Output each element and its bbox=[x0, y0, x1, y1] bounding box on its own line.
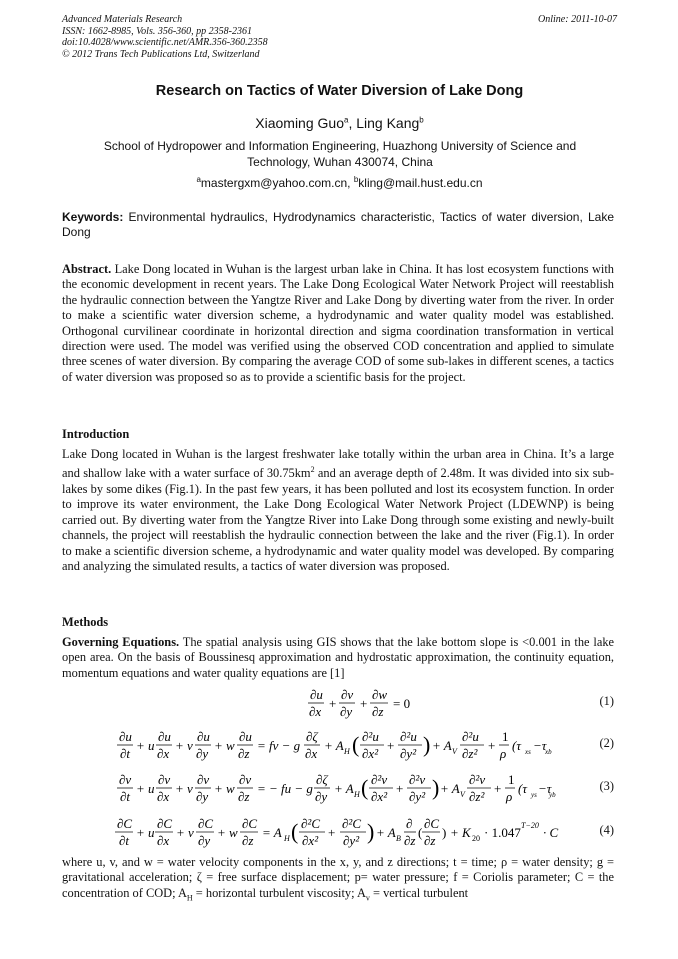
svg-text:∂v: ∂v bbox=[197, 772, 210, 787]
svg-text:+ K: + K bbox=[450, 825, 471, 840]
affiliation bbox=[80, 138, 600, 170]
svg-text:= − fu − g: = − fu − g bbox=[257, 781, 313, 796]
svg-text:∂y²: ∂y² bbox=[343, 833, 360, 848]
email-sup: a bbox=[196, 175, 201, 184]
copyright-line: © 2012 Trans Tech Publications Ltd, Switzerland bbox=[62, 48, 260, 60]
equation-1 bbox=[62, 686, 614, 718]
svg-text:∂²v: ∂²v bbox=[469, 772, 486, 787]
svg-text:∂u: ∂u bbox=[197, 729, 210, 744]
svg-text:H: H bbox=[284, 834, 290, 843]
introduction-paragraph bbox=[62, 447, 614, 574]
intro-text-a: Lake Dong located in Wuhan is the largest freshwater lake totally within the urban area in China. It’s a large and shallow lake with a water surface of 30.75km bbox=[62, 447, 614, 481]
equation-number: (1) bbox=[599, 694, 614, 708]
where-paragraph bbox=[62, 855, 614, 906]
svg-text:∂x: ∂x bbox=[157, 789, 170, 804]
methods-paragraph bbox=[62, 635, 614, 681]
svg-text:∂y: ∂y bbox=[340, 704, 353, 719]
svg-text:T−20: T−20 bbox=[521, 821, 539, 830]
svg-text:∂t: ∂t bbox=[120, 746, 131, 761]
svg-text:yb: yb bbox=[549, 791, 556, 799]
svg-text:∂w: ∂w bbox=[372, 687, 388, 702]
svg-text:∂v: ∂v bbox=[158, 772, 171, 787]
svg-text:H: H bbox=[344, 747, 350, 756]
svg-text:∂v: ∂v bbox=[119, 772, 132, 787]
svg-text:20: 20 bbox=[472, 834, 480, 843]
equation-3-graphic bbox=[62, 771, 556, 807]
svg-text:∂x: ∂x bbox=[309, 704, 322, 719]
svg-text:+ w: + w bbox=[214, 738, 235, 753]
svg-text:1: 1 bbox=[508, 772, 515, 787]
svg-text:∂C: ∂C bbox=[424, 816, 440, 831]
svg-text:): ) bbox=[367, 819, 375, 844]
svg-text:+ A: + A bbox=[376, 825, 396, 840]
where-text: = vertical turbulent bbox=[369, 885, 469, 900]
svg-text:+ u: + u bbox=[136, 825, 155, 840]
author-sup: b bbox=[419, 115, 424, 125]
abstract-text: Lake Dong located in Wuhan is the largest urban lake in China. It has lost ecosystem functions with the economic development in recent years. The Lake Dong Ecological Water Network Project will reestablish the hydraulic connection between the Yangtze River and Lake Dong by diverting water from the river. In order to make a scientific water diversion scheme, a hydrodynamic and water quality model was established. Orthogonal curvilinear coordinate in horizontal direction and sigma coordination transformation in vertical direction were used. The model was verified using the observed COD concentration and applied to simulate three scenes of water diversion. By comparing the average COD of some sub-lakes in different scenes, a tactics of water diversion was proposed so as to provide a scientific basis for the project. bbox=[62, 262, 614, 384]
svg-text:+: + bbox=[360, 696, 368, 711]
svg-text:+ u: + u bbox=[136, 781, 155, 796]
svg-text:∂t: ∂t bbox=[120, 789, 131, 804]
journal-name: Advanced Materials Research bbox=[62, 14, 183, 25]
email-address[interactable]: kling@mail.hust.edu.cn bbox=[358, 176, 483, 190]
svg-text:∂x: ∂x bbox=[305, 746, 318, 761]
methods-text: The spatial analysis using GIS shows that the lake bottom slope is <0.001 in the lake open area. On the basis of Boussinesq approximation and hydrostatic approximation, the continuity equation, momentum equations and water quality equations are [1] bbox=[62, 635, 615, 680]
svg-text:= A: = A bbox=[262, 825, 282, 840]
equation-number: (3) bbox=[599, 779, 614, 793]
svg-text:∂v: ∂v bbox=[341, 687, 354, 702]
svg-text:∂y²: ∂y² bbox=[409, 789, 426, 804]
svg-text:∂²u: ∂²u bbox=[462, 729, 479, 744]
svg-text:+ A: + A bbox=[432, 738, 452, 753]
svg-text:(: ( bbox=[361, 775, 369, 800]
svg-text:∂u: ∂u bbox=[239, 729, 252, 744]
equation-2-graphic bbox=[62, 728, 552, 764]
svg-text:= fv − g: = fv − g bbox=[257, 738, 301, 753]
svg-text:ρ: ρ bbox=[506, 789, 513, 804]
section-heading-methods: Methods bbox=[62, 615, 109, 629]
svg-text:+ A: + A bbox=[324, 738, 344, 753]
svg-text:+ w: + w bbox=[217, 825, 238, 840]
intro-sup: 2 bbox=[310, 465, 315, 475]
svg-text:∂z: ∂z bbox=[404, 833, 416, 848]
subscript: H bbox=[186, 893, 193, 903]
governing-equations-label: Governing Equations. bbox=[62, 635, 180, 649]
svg-text:∂x: ∂x bbox=[157, 833, 170, 848]
svg-text:−τ: −τ bbox=[533, 738, 547, 753]
svg-text:∂C: ∂C bbox=[117, 816, 133, 831]
svg-text:xs: xs bbox=[525, 748, 531, 756]
svg-text:∂z: ∂z bbox=[424, 833, 436, 848]
svg-text:· 1.047: · 1.047 bbox=[484, 825, 521, 840]
abstract bbox=[62, 262, 614, 385]
keywords-text: Environmental hydraulics, Hydrodynamics characteristic, Tactics of water diversion, Lake Dong bbox=[62, 210, 614, 239]
svg-text:∂z: ∂z bbox=[238, 789, 250, 804]
svg-text:+: + bbox=[494, 781, 502, 796]
svg-text:+ v: + v bbox=[176, 825, 194, 840]
section-heading-introduction: Introduction bbox=[62, 427, 130, 441]
email-list: $^a$mastergxm@yahoo.com.cn, $^b$kling@mail.hust.edu.cn bbox=[196, 175, 483, 190]
svg-text:∂t: ∂t bbox=[119, 833, 130, 848]
abstract-label: Abstract. bbox=[62, 262, 112, 276]
svg-text:∂y: ∂y bbox=[198, 833, 211, 848]
affiliation-line: School of Hydropower and Information Engineering, Huazhong University of Science and bbox=[103, 139, 577, 153]
svg-text:+ w: + w bbox=[214, 781, 235, 796]
intro-text-b: and an average depth of 2.48m. It was divided into six sub-lakes by some dikes (Fig.1). In the past few years, it has been polluted and lost its ecosystem function. In order to improve its water environment, the Lake Dong Ecological Water Network Project (LDEWNP) is being carried out. By diverting water from the Yangtze River into Lake Dong through some existing and newly-built channels, the project will reestablish the hydraulic connection between the lake and the river (Fig.1). In order to make a scientific diversion scheme, a hydrodynamic and water quality model was developed. By comparing and analyzing the simulated results, a tactics of water diversion was proposed. bbox=[62, 466, 615, 573]
svg-text:+: + bbox=[328, 825, 336, 840]
author-name: Xiaoming Guo bbox=[255, 115, 344, 131]
svg-text:∂z: ∂z bbox=[242, 833, 254, 848]
svg-text:): ) bbox=[423, 732, 431, 757]
svg-text:+: + bbox=[329, 696, 337, 711]
keywords-label: Keywords: bbox=[62, 210, 124, 224]
equation-4 bbox=[62, 815, 614, 847]
svg-text:(: ( bbox=[352, 732, 360, 757]
email-address[interactable]: mastergxm@yahoo.com.cn bbox=[200, 176, 348, 190]
svg-text:+: + bbox=[396, 781, 404, 796]
author-sup: a bbox=[343, 115, 349, 125]
svg-text:(: ( bbox=[418, 825, 423, 840]
issn-line: ISSN: 1662-8985, Vols. 356-360, pp 2358-2361 bbox=[62, 25, 252, 37]
svg-text:∂C: ∂C bbox=[198, 816, 214, 831]
svg-text:∂C: ∂C bbox=[242, 816, 258, 831]
svg-text:∂ζ: ∂ζ bbox=[316, 772, 328, 787]
equation-number: (4) bbox=[599, 823, 614, 837]
svg-text:+ A: + A bbox=[440, 781, 460, 796]
svg-text:∂z²: ∂z² bbox=[462, 746, 478, 761]
svg-text:∂ζ: ∂ζ bbox=[306, 729, 318, 744]
svg-text:∂C: ∂C bbox=[157, 816, 173, 831]
svg-text:+: + bbox=[488, 738, 496, 753]
subscript: v bbox=[365, 893, 370, 903]
svg-text:): ) bbox=[442, 825, 447, 840]
equation-2 bbox=[62, 728, 614, 760]
svg-text:∂y: ∂y bbox=[315, 789, 328, 804]
svg-text:+ A: + A bbox=[334, 781, 354, 796]
where-text: where u, v, and w = water velocity components in the x, y, and z directions; t = time; ρ = water density; g = gravitational acceleration; ζ = free surface displacement; p= water pressure; f = Coriolis parameter; C = the concentration of COD; A bbox=[62, 855, 614, 900]
svg-text:∂y: ∂y bbox=[196, 746, 209, 761]
svg-text:H: H bbox=[354, 790, 360, 799]
svg-text:∂x²: ∂x² bbox=[362, 746, 379, 761]
svg-text:(: ( bbox=[291, 819, 299, 844]
svg-text:∂²u: ∂²u bbox=[400, 729, 417, 744]
equation-1-graphic bbox=[62, 686, 542, 720]
author-list: Xiaoming Guo$^a$, Ling Kang$^b$ bbox=[255, 115, 424, 131]
svg-text:ρ: ρ bbox=[500, 746, 507, 761]
svg-text:+: + bbox=[387, 738, 395, 753]
svg-text:): ) bbox=[432, 775, 440, 800]
svg-text:1: 1 bbox=[502, 729, 509, 744]
svg-text:∂z²: ∂z² bbox=[469, 789, 485, 804]
svg-text:∂x²: ∂x² bbox=[371, 789, 388, 804]
svg-text:∂²C: ∂²C bbox=[342, 816, 361, 831]
svg-text:∂x²: ∂x² bbox=[302, 833, 319, 848]
svg-text:ys: ys bbox=[531, 791, 537, 799]
svg-text:∂y²: ∂y² bbox=[400, 746, 417, 761]
svg-text:∂²v: ∂²v bbox=[409, 772, 426, 787]
svg-text:∂y: ∂y bbox=[196, 789, 209, 804]
author-name: Ling Kang bbox=[356, 115, 420, 131]
svg-text:∂x: ∂x bbox=[157, 746, 170, 761]
svg-text:∂z: ∂z bbox=[238, 746, 250, 761]
online-date: Online: 2011-10-07 bbox=[538, 14, 617, 25]
svg-text:B: B bbox=[396, 834, 401, 843]
email-sup: b bbox=[353, 175, 359, 184]
svg-text:−τ: −τ bbox=[538, 781, 552, 796]
svg-text:∂²v: ∂²v bbox=[371, 772, 388, 787]
svg-text:xb: xb bbox=[545, 748, 552, 756]
equation-3 bbox=[62, 771, 614, 803]
publication-header bbox=[62, 14, 617, 60]
paper-title: Research on Tactics of Water Diversion of Lake Dong bbox=[155, 83, 524, 99]
svg-text:+ v: + v bbox=[175, 781, 193, 796]
svg-text:∂: ∂ bbox=[406, 816, 413, 831]
svg-text:V: V bbox=[452, 747, 457, 756]
where-text: = horizontal turbulent viscosity; A bbox=[192, 885, 366, 900]
svg-text:∂²u: ∂²u bbox=[362, 729, 379, 744]
svg-text:· C: · C bbox=[543, 825, 559, 840]
svg-text:+ u: + u bbox=[136, 738, 155, 753]
svg-text:(τ: (τ bbox=[518, 781, 527, 796]
equation-number: (2) bbox=[599, 736, 614, 750]
svg-text:∂v: ∂v bbox=[239, 772, 252, 787]
equation-4-graphic bbox=[62, 815, 559, 851]
svg-text:∂u: ∂u bbox=[119, 729, 132, 744]
svg-text:+ v: + v bbox=[175, 738, 193, 753]
doi-line: doi:10.4028/www.scientific.net/AMR.356-360.2358 bbox=[62, 37, 268, 48]
svg-text:∂²C: ∂²C bbox=[301, 816, 320, 831]
svg-text:∂u: ∂u bbox=[158, 729, 171, 744]
svg-text:(τ: (τ bbox=[512, 738, 521, 753]
svg-text:∂z: ∂z bbox=[372, 704, 384, 719]
svg-text:V: V bbox=[460, 790, 465, 799]
keywords-block bbox=[62, 210, 614, 240]
svg-text:∂u: ∂u bbox=[310, 687, 323, 702]
affiliation-line: Technology, Wuhan 430074, China bbox=[247, 155, 433, 169]
svg-text:= 0: = 0 bbox=[393, 696, 411, 711]
